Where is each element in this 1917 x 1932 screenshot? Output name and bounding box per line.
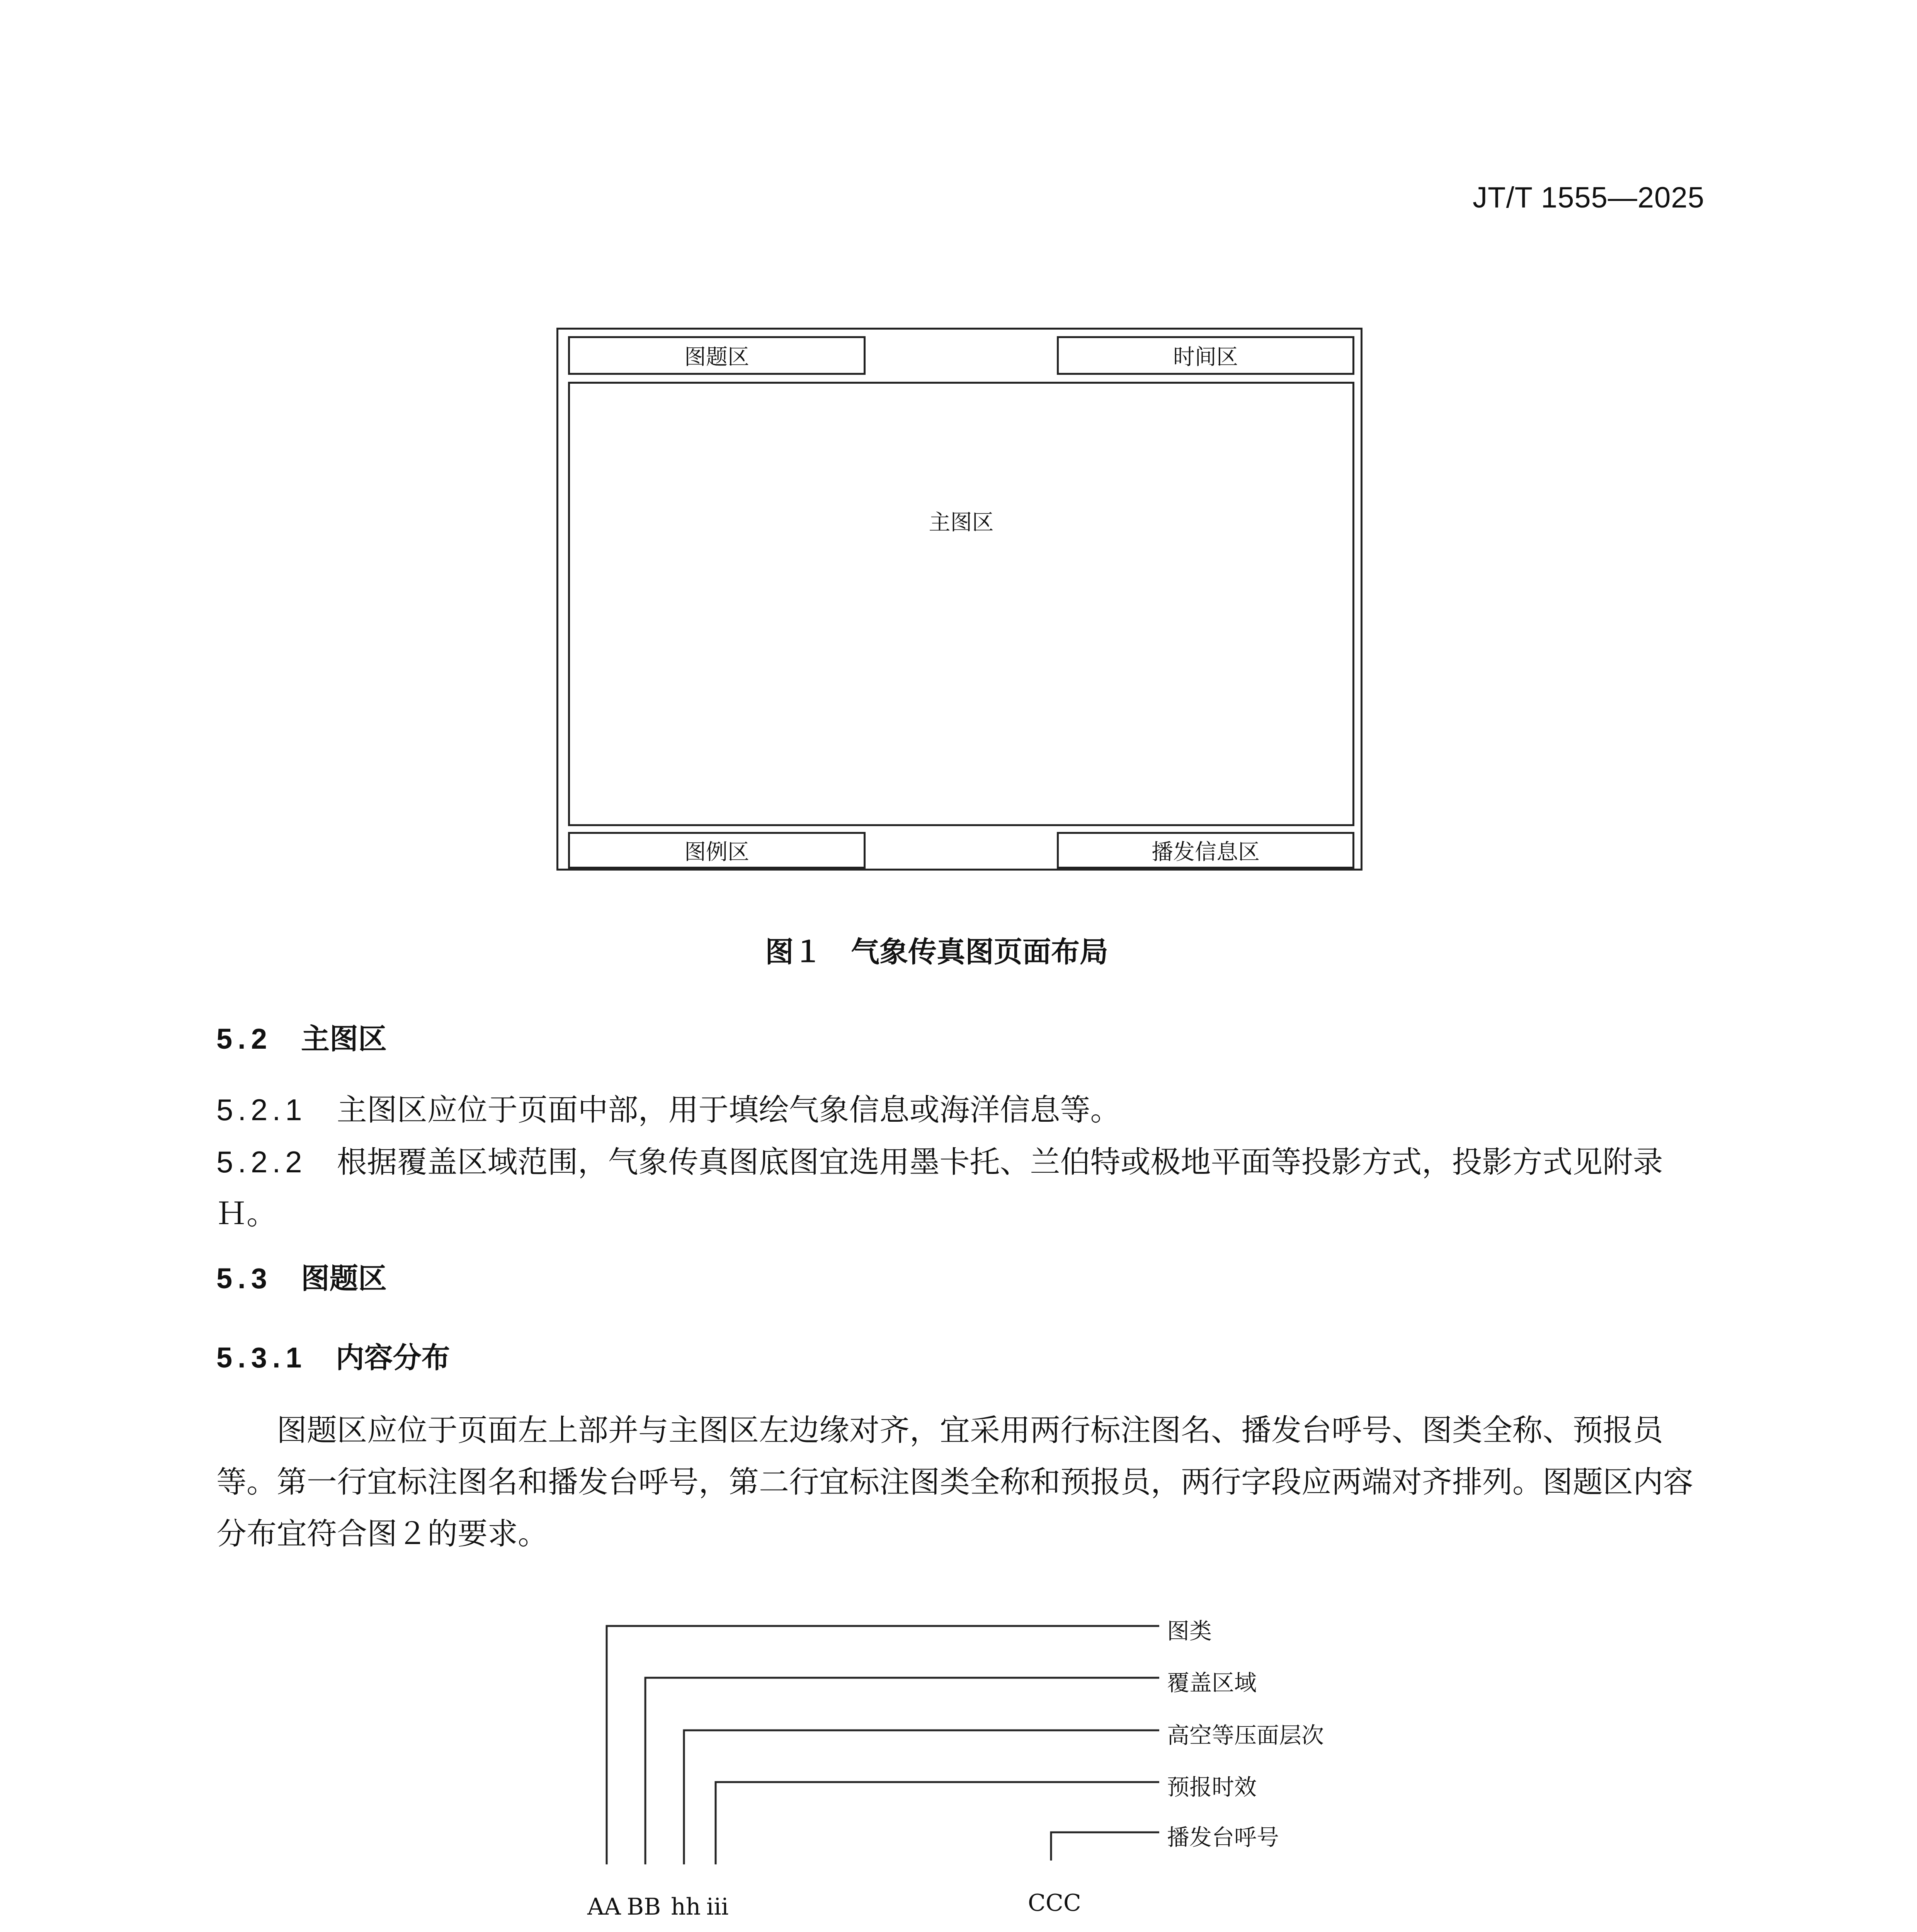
figure1-legend-area-label: 图例区	[684, 839, 749, 865]
figure1-main-area	[568, 382, 1354, 826]
section-5-3-heading	[216, 1256, 387, 1297]
figure1-time-area	[1057, 336, 1354, 375]
clause-5-2-1-text: 主图区应位于页面中部，用于填绘气象信息或海洋信息等。	[337, 1093, 1121, 1128]
figure2-diagram	[541, 1577, 1391, 1932]
standard-number: JT/T 1555—2025	[1473, 181, 1704, 214]
figure1-broadcast-area-label: 播发信息区	[1152, 839, 1260, 865]
figure2-label-chart-type: 图类	[1167, 1618, 1212, 1644]
figure2-code-hh: hh	[671, 1893, 701, 1920]
figure1-legend-area	[568, 832, 866, 869]
clause-5-2-1	[216, 1084, 1704, 1136]
section-5-2-title: 主图区	[301, 1023, 387, 1055]
figure1-main-area-label: 主图区	[929, 510, 994, 535]
figure2-code-bb: BB	[627, 1893, 661, 1920]
figure2-code-iii: iii	[706, 1893, 729, 1920]
section-5-3-1-title: 内容分布	[335, 1342, 450, 1374]
figure2-code-ccc: CCC	[1028, 1889, 1081, 1917]
figure2-label-station-call-sign: 播发台呼号	[1167, 1824, 1279, 1850]
figure2-leader-lines	[541, 1577, 1391, 1932]
clause-5-2-2	[216, 1136, 1704, 1240]
figure2-code-aa: AA	[587, 1893, 621, 1920]
clause-5-2-2-number: 5.2.2	[216, 1145, 307, 1179]
figure2-label-coverage-area: 覆盖区域	[1167, 1670, 1257, 1696]
figure1-title-area-label: 图题区	[684, 345, 749, 370]
section-5-3-title: 图题区	[301, 1262, 387, 1294]
clause-5-2-2-text: 根据覆盖区域范围，气象传真图底图宜选用墨卡托、兰伯特或极地平面等投影方式，投影方式见附录Ｈ。	[216, 1145, 1663, 1231]
figure1-title-area	[568, 336, 866, 375]
clause-5-2-1-number: 5.2.1	[216, 1093, 307, 1127]
section-5-2-number: 5.2	[216, 1023, 272, 1055]
section-5-3-number: 5.3	[216, 1262, 272, 1294]
figure2-label-forecast-time: 预报时效	[1167, 1774, 1257, 1800]
section-5-2-heading	[216, 1016, 387, 1057]
section-5-3-1-number: 5.3.1	[216, 1342, 307, 1374]
section-5-3-1-paragraph: 图题区应位于页面左上部并与主图区左边缘对齐，宜采用两行标注图名、播发台呼号、图类全称、预报员等。第一行宜标注图名和播发台呼号，第二行宜标注图类全称和预报员，两行字段应两端对齐排列。图题区内容分布宜符合图２的要求。	[216, 1413, 1694, 1551]
section-5-3-1-heading	[216, 1335, 450, 1376]
figure2-label-pressure-level: 高空等压面层次	[1167, 1722, 1324, 1748]
figure1-layout-frame	[556, 328, 1362, 871]
figure1-broadcast-area	[1057, 832, 1354, 869]
figure1-caption: 图１ 气象传真图页面布局	[765, 936, 1108, 968]
figure1-time-area-label: 时间区	[1173, 345, 1238, 370]
